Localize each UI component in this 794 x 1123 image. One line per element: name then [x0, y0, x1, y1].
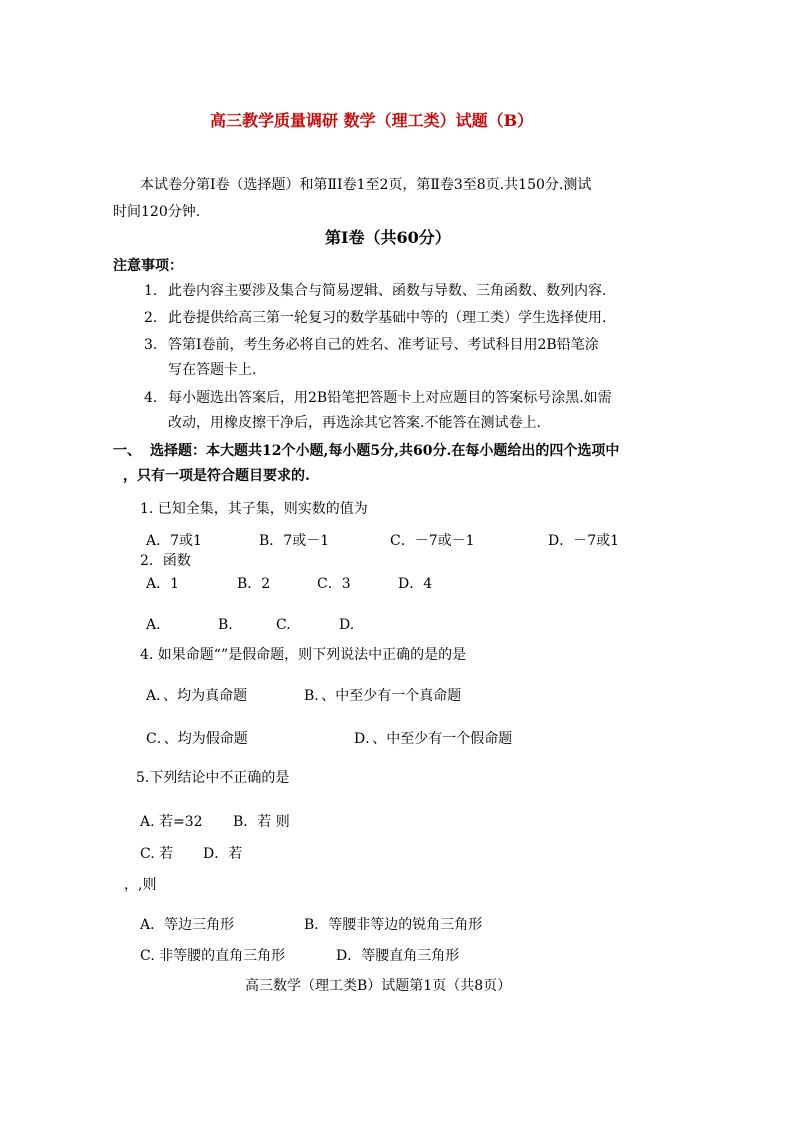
note-text: 每小题选出答案后，用2B铅笔把答题卡上对应题目的答案标号涂黑.如需 [168, 390, 612, 406]
question-2-option-d: D．4 [398, 576, 433, 592]
question-4-option-c: C．、均为假命题 [146, 731, 248, 747]
question-5-option-c: C. 若 [140, 846, 174, 862]
intro-line-2: 时间120分钟. [113, 204, 201, 220]
part-label: 一、 [113, 443, 141, 459]
part-instructions-line-2: ，只有一项是符合题目要求的. [123, 468, 310, 484]
question-4-option-b: B．、中至少有一个真命题 [304, 688, 462, 704]
question-6-option-a: A．等边三角形 [140, 917, 235, 933]
note-number: 1. [144, 283, 158, 299]
question-4-option-a: A．、均为真命题 [146, 688, 248, 704]
question-6-option-b: B．等腰非等边的锐角三角形 [304, 917, 483, 933]
intro-line-1: 本试卷分第Ⅰ卷（选择题）和第ⅡⅠ卷1至2页，第Ⅱ卷3至8页.共150分.测试 [140, 177, 592, 193]
question-6-option-c: C. 非等腰的直角三角形 [140, 948, 286, 964]
note-text: 此卷提供给高三第一轮复习的数学基础中等的（理工类）学生选择使用. [168, 310, 607, 326]
question-2-option-c: C．3 [317, 576, 351, 592]
question-1-stem: 1. 已知全集，其子集，则实数的值为 [140, 501, 368, 517]
page-footer: 高三数学（理工类B）试题第1页（共8页） [245, 978, 512, 994]
question-1-option-a: A．7或1 [146, 533, 202, 549]
question-1-option-d: D．－7或1 [548, 533, 620, 549]
question-3-option-a: A. [146, 617, 161, 633]
question-6-stem: ，,则 [124, 877, 157, 893]
question-3-option-c: C. [276, 617, 291, 633]
question-2-stem: 2．函数 [140, 553, 191, 569]
question-5-option-a: A. 若=32 [140, 814, 203, 830]
section-heading: 第Ⅰ卷（共60分） [325, 228, 451, 247]
question-3-option-b: B. [218, 617, 233, 633]
part-instructions-line-1: 选择题：本大题共12个小题,每小题5分,共60分.在每小题给出的四个选项中 [150, 443, 620, 459]
question-2-option-b: B．2 [237, 576, 271, 592]
question-1-option-b: B．7或－1 [259, 533, 330, 549]
note-number: 4. [144, 390, 158, 406]
question-3-option-d: D. [339, 617, 355, 633]
note-number: 3. [144, 337, 158, 353]
question-5-stem: 5.下列结论中不正确的是 [136, 770, 290, 786]
question-5-option-d: D．若 [203, 846, 243, 862]
question-5-option-b: B．若 则 [233, 814, 290, 830]
note-text-continued: 改动，用橡皮擦干净后，再选涂其它答案.不能答在测试卷上. [168, 415, 541, 431]
document-title: 高三教学质量调研 数学（理工类）试题（B） [210, 111, 534, 130]
note-text-continued: 写在答题卡上. [168, 362, 257, 378]
question-4-stem: 4. 如果命题“”是假命题，则下列说法中正确的是的是 [140, 647, 467, 663]
notes-heading: 注意事项： [113, 258, 183, 274]
question-1-option-c: C．－7或－1 [390, 533, 475, 549]
question-4-option-d: D．、中至少有一个假命题 [354, 731, 513, 747]
question-6-option-d: D．等腰直角三角形 [336, 948, 460, 964]
question-2-option-a: A．1 [146, 576, 180, 592]
note-text: 答第Ⅰ卷前，考生务必将自己的姓名、准考证号、考试科目用2B铅笔涂 [168, 337, 599, 353]
note-number: 2. [144, 310, 158, 326]
note-text: 此卷内容主要涉及集合与简易逻辑、函数与导数、三角函数、数列内容. [168, 283, 607, 299]
